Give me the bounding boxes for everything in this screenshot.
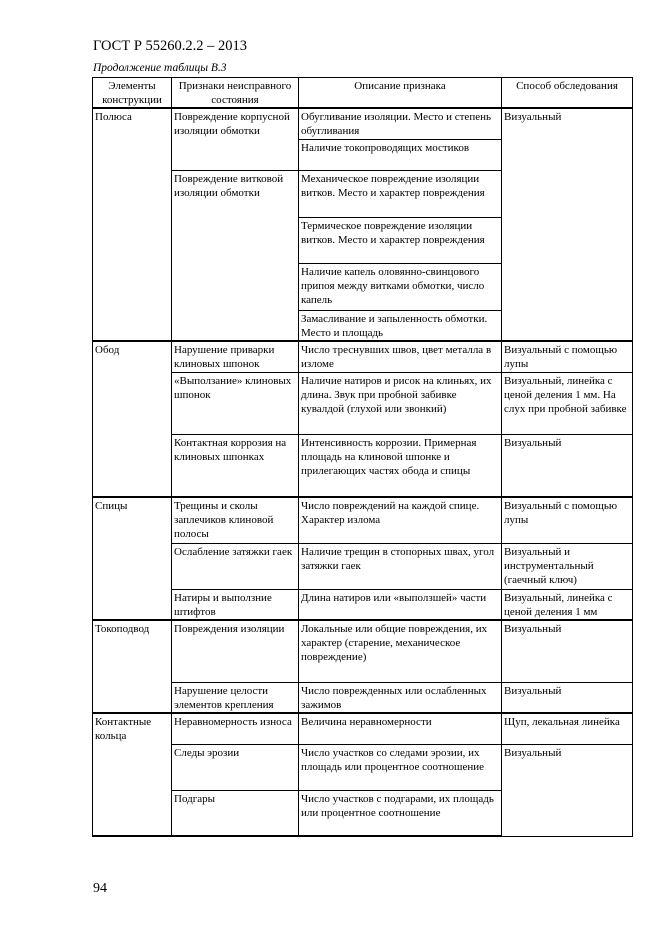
column-header-method: Способ обследования <box>502 78 633 109</box>
description-cell: Число треснувших швов, цвет металла в изломе <box>299 341 502 372</box>
description-cell: Интенсивность коррозии. Примерная площадь на клиновой шпонке и прилегающих частях обода и спицы <box>299 434 502 497</box>
sign-cell: Повреждение витковой изоляции обмотки <box>172 170 299 341</box>
column-header-signs: Признаки неисправного состояния <box>172 78 299 109</box>
page-number: 94 <box>93 881 107 896</box>
description-cell: Механическое повреждение изоляции витков. Место и характер повреждения <box>299 170 502 217</box>
table-row <box>93 341 633 372</box>
description-cell: Число участков со следами эрозии, их площадь или процентное соотношение <box>299 744 502 790</box>
table-row <box>93 108 633 139</box>
element-cell: Контактные кольца <box>93 713 172 836</box>
sign-cell: Натиры и выползние штифтов <box>172 589 299 620</box>
description-cell: Локальные или общие повреждения, их характер (старение, механическое повреждение) <box>299 620 502 682</box>
description-cell: Число поврежденных или ослабленных зажимов <box>299 682 502 713</box>
description-cell: Термическое повреждение изоляции витков. Место и характер повреждения <box>299 217 502 263</box>
sign-cell: Нарушение целости элементов крепления <box>172 682 299 713</box>
description-cell: Число участков с подгарами, их площадь или процентное соотношение <box>299 790 502 836</box>
description-cell: Длина натиров или «выползшей» части <box>299 589 502 620</box>
sign-cell: Трещины и сколы заплечиков клиновой полосы <box>172 497 299 543</box>
table-row <box>93 744 633 790</box>
method-cell: Визуальный и инструментальный (гаечный ключ) <box>502 543 633 589</box>
method-cell: Визуальный, линейка с ценой деления 1 мм. На слух при пробной забивке <box>502 372 633 434</box>
method-cell: Визуальный с помощью лупы <box>502 341 633 372</box>
table-row <box>93 620 633 682</box>
element-cell: Спицы <box>93 497 172 620</box>
table-row <box>93 682 633 713</box>
table-caption: Продолжение таблицы В.3 <box>93 62 227 74</box>
method-cell: Визуальный <box>502 434 633 497</box>
table-row <box>93 372 633 434</box>
sign-cell: Ослабление затяжки гаек <box>172 543 299 589</box>
sign-cell: Нарушение приварки клиновых шпонок <box>172 341 299 372</box>
method-cell: Щуп, лекальная линейка <box>502 713 633 744</box>
sign-cell: Следы эрозии <box>172 744 299 790</box>
element-cell: Токоподвод <box>93 620 172 713</box>
method-cell: Визуальный с помощью лупы <box>502 497 633 543</box>
method-cell: Визуальный <box>502 682 633 713</box>
description-cell: Наличие токопроводящих мостиков <box>299 139 502 170</box>
sign-cell: Контактная коррозия на клиновых шпонках <box>172 434 299 497</box>
element-cell: Обод <box>93 341 172 497</box>
sign-cell: Повреждение корпусной изоляции обмотки <box>172 108 299 170</box>
description-cell: Величина неравномерности <box>299 713 502 744</box>
inspection-table <box>92 77 633 837</box>
table-row <box>93 497 633 543</box>
method-cell: Визуальный, линейка с ценой деления 1 мм <box>502 589 633 620</box>
table-row <box>93 589 633 620</box>
sign-cell: Подгары <box>172 790 299 836</box>
sign-cell: Повреждения изоляции <box>172 620 299 682</box>
table-row <box>93 434 633 497</box>
document-code: ГОСТ Р 55260.2.2 – 2013 <box>93 38 248 54</box>
method-cell: Визуальный <box>502 620 633 682</box>
description-cell: Наличие натиров и рисок на клиньях, их длина. Звук при пробной забивке кувалдой (глухой или звонкий) <box>299 372 502 434</box>
sign-cell: Неравномерность износа <box>172 713 299 744</box>
header-row <box>93 78 633 109</box>
description-cell: Наличие трещин в стопорных швах, угол затяжки гаек <box>299 543 502 589</box>
description-cell: Обугливание изоляции. Место и степень обугливания <box>299 108 502 139</box>
table-row <box>93 713 633 744</box>
column-header-description: Описание признака <box>299 78 502 109</box>
sign-cell: «Выползание» клиновых шпонок <box>172 372 299 434</box>
table-row <box>93 543 633 589</box>
description-cell: Наличие капель оловянно-свинцового припоя между витками обмотки, число капель <box>299 263 502 310</box>
method-cell: Визуальный <box>502 744 633 836</box>
description-cell: Замасливание и запыленность обмотки. Место и площадь <box>299 310 502 341</box>
element-cell: Полюса <box>93 108 172 341</box>
method-cell: Визуальный <box>502 108 633 341</box>
description-cell: Число повреждений на каждой спице. Характер излома <box>299 497 502 543</box>
column-header-elements: Элементы конструкции <box>93 78 172 109</box>
